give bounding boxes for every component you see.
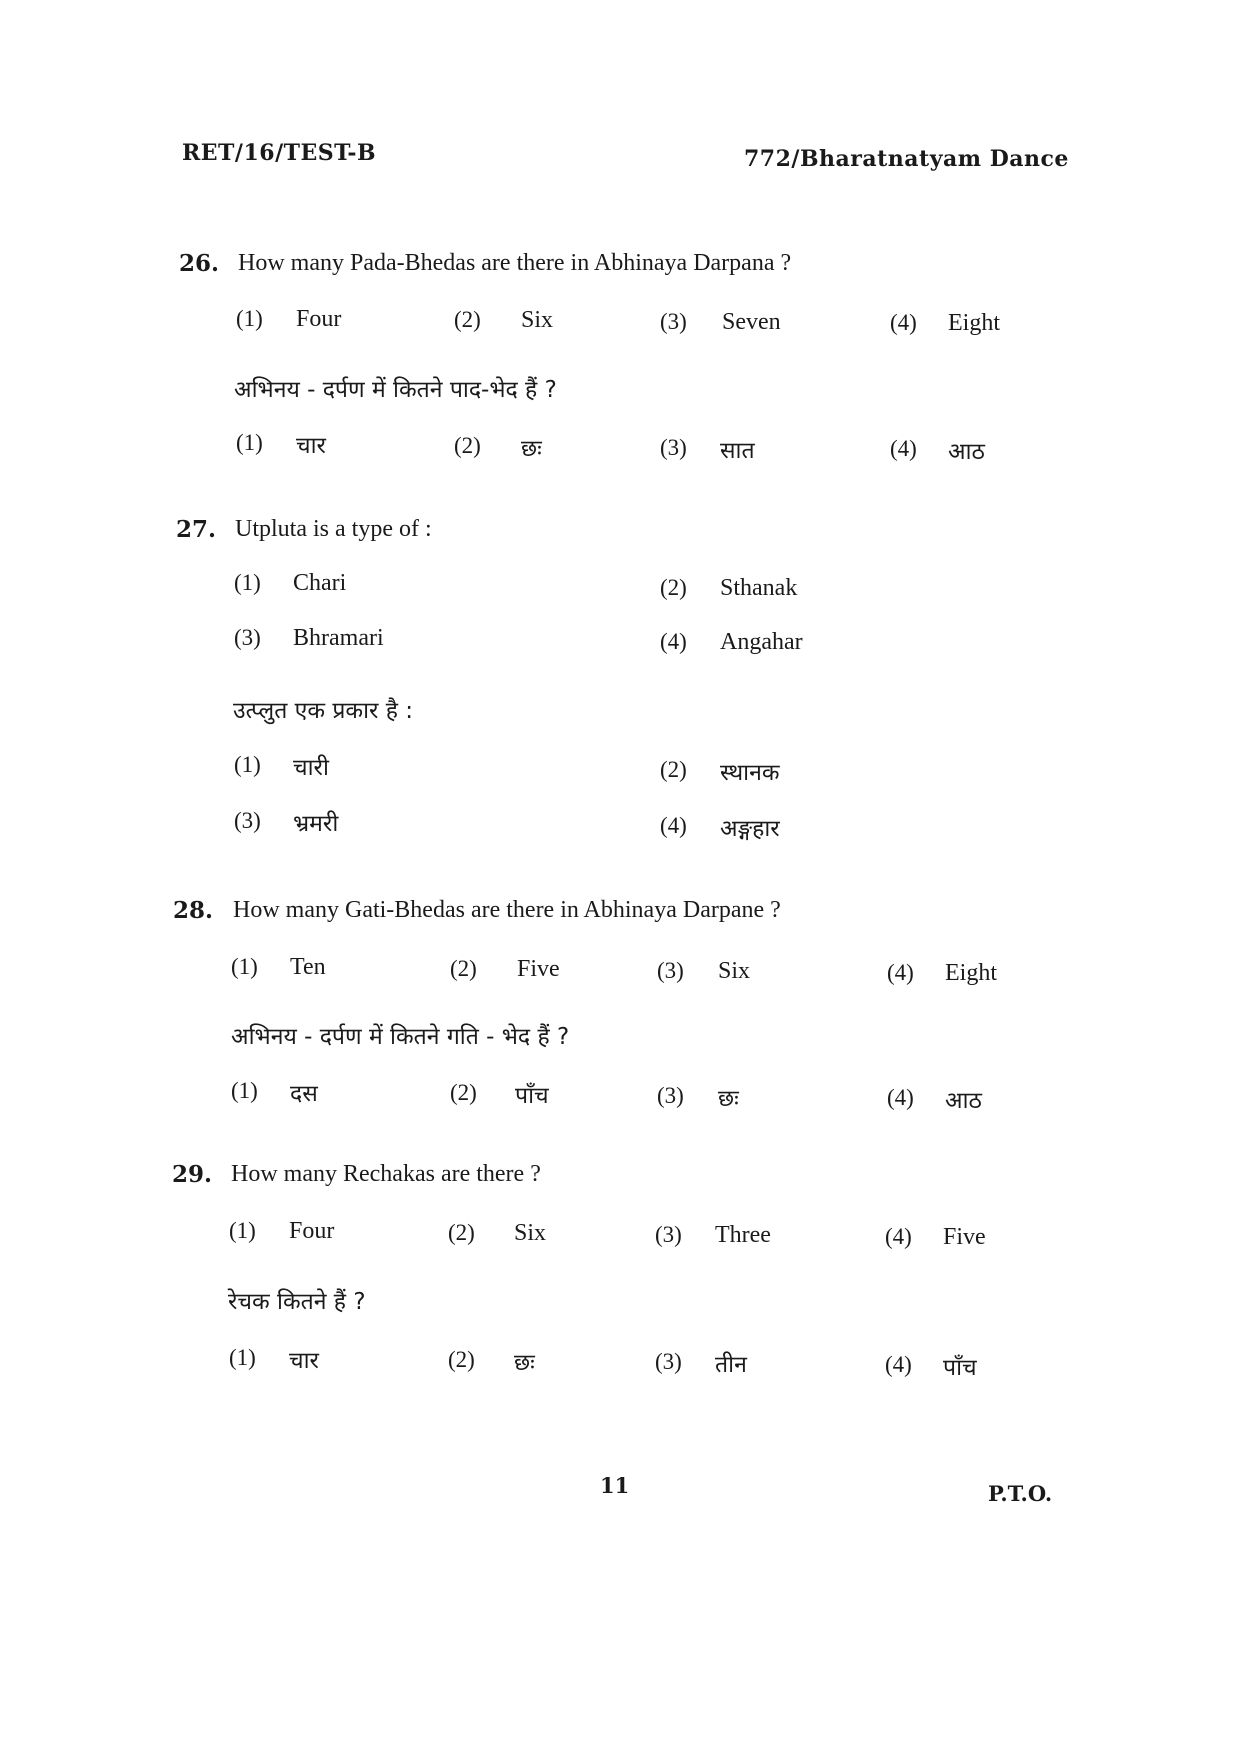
option-label: Sthanak [720, 575, 798, 601]
option-number: (2) [448, 1220, 475, 1245]
option-label: Bhramari [293, 625, 384, 651]
option-label: चार [289, 1348, 319, 1374]
question-number: 27. [176, 516, 217, 543]
option-number: (3) [657, 1083, 684, 1108]
option-number: (4) [890, 310, 917, 335]
question-text-hi: अभिनय - दर्पण में कितने पाद-भेद हैं ? [234, 377, 557, 403]
header-subject: 772/Bharatnatyam Dance [744, 146, 1069, 172]
option-label: Angahar [720, 629, 803, 655]
option-label: Six [718, 958, 751, 984]
option-number: (4) [887, 1085, 914, 1110]
option-label: छः [718, 1086, 739, 1112]
option-label: Six [521, 307, 554, 333]
question-text-en: How many Rechakas are there ? [231, 1161, 541, 1187]
option-number: (1) [234, 570, 261, 595]
option-number: (3) [655, 1349, 682, 1374]
question-text-hi: रेचक कितने हैं ? [228, 1289, 366, 1315]
question-text-en: How many Gati-Bhedas are there in Abhinaya Darpane ? [233, 897, 781, 923]
option-number: (3) [660, 309, 687, 334]
page-number: 11 [600, 1473, 630, 1498]
option-number: (4) [887, 960, 914, 985]
option-label: Five [517, 956, 560, 982]
option-number: (1) [236, 430, 263, 455]
option-number: (1) [229, 1218, 256, 1243]
option-number: (1) [234, 752, 261, 777]
option-number: (2) [660, 757, 687, 782]
option-label: पाँच [515, 1083, 549, 1109]
question-number: 28. [173, 897, 214, 924]
option-number: (1) [229, 1345, 256, 1370]
question-number: 26. [179, 250, 220, 277]
option-number: (1) [231, 954, 258, 979]
option-label: अङ्गहार [720, 816, 780, 842]
option-label: छः [514, 1350, 535, 1376]
option-number: (2) [454, 433, 481, 458]
option-label: Four [296, 306, 342, 332]
option-number: (4) [660, 813, 687, 838]
option-number: (2) [450, 1080, 477, 1105]
option-label: Ten [290, 954, 326, 980]
question-text-en: How many Pada-Bhedas are there in Abhinaya Darpana ? [238, 250, 792, 276]
option-number: (4) [660, 629, 687, 654]
option-label: चारी [293, 755, 329, 781]
option-number: (3) [655, 1222, 682, 1247]
option-number: (1) [236, 306, 263, 331]
option-number: (3) [234, 808, 261, 833]
pto-label: P.T.O. [988, 1481, 1053, 1506]
option-label: Four [289, 1218, 335, 1244]
option-number: (1) [231, 1078, 258, 1103]
option-number: (3) [657, 958, 684, 983]
option-number: (4) [890, 436, 917, 461]
option-label: छः [521, 436, 542, 462]
option-label: सात [720, 438, 755, 464]
option-number: (4) [885, 1352, 912, 1377]
question-text-en: Utpluta is a type of : [235, 516, 432, 542]
option-label: आठ [945, 1088, 982, 1114]
option-label: तीन [715, 1352, 747, 1378]
header-paper-code: RET/16/TEST-B [182, 140, 377, 166]
question-text-hi: अभिनय - दर्पण में कितने गति - भेद हैं ? [231, 1024, 570, 1050]
option-number: (2) [660, 575, 687, 600]
option-number: (3) [234, 625, 261, 650]
option-label: आठ [948, 439, 985, 465]
question-text-hi: उत्प्लुत एक प्रकार है : [233, 698, 414, 724]
option-number: (2) [450, 956, 477, 981]
option-label: Six [514, 1220, 547, 1246]
option-label: चार [296, 433, 326, 459]
question-number: 29. [172, 1161, 213, 1188]
option-label: Eight [948, 310, 1000, 336]
option-number: (2) [454, 307, 481, 332]
option-label: Three [715, 1222, 771, 1248]
option-label: Five [943, 1224, 986, 1250]
option-label: स्थानक [720, 760, 780, 786]
option-label: Chari [293, 570, 347, 596]
option-number: (4) [885, 1224, 912, 1249]
option-label: दस [290, 1081, 318, 1107]
option-label: Seven [722, 309, 781, 335]
option-number: (2) [448, 1347, 475, 1372]
option-label: भ्रमरी [293, 811, 339, 837]
option-label: पाँच [943, 1355, 977, 1381]
option-label: Eight [945, 960, 997, 986]
option-number: (3) [660, 435, 687, 460]
